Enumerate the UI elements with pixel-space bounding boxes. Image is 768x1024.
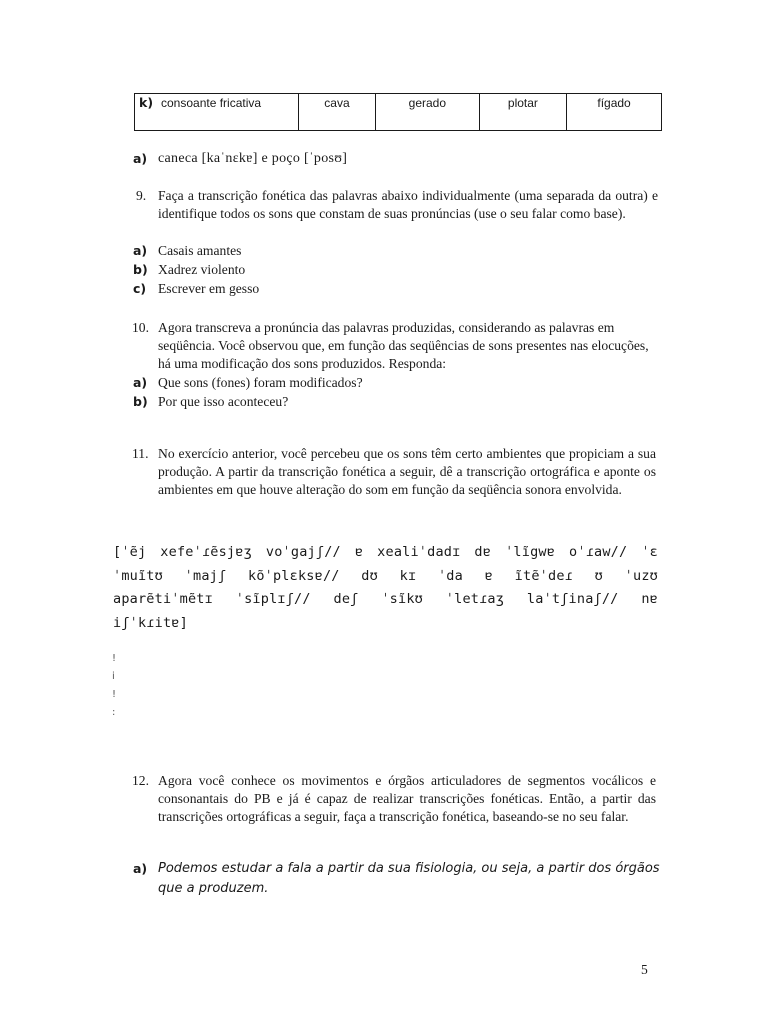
- item-label: a): [133, 151, 148, 166]
- table-cell: plotar: [479, 94, 566, 131]
- item-label: b): [133, 394, 148, 409]
- question-10-items: [133, 374, 533, 412]
- ipa-line: iʃˈkɾitɐ]: [113, 614, 188, 631]
- margin-mark: !: [112, 653, 117, 664]
- list-item: [133, 393, 533, 412]
- item-text: Casais amantes: [158, 243, 242, 258]
- item-text: Escrever em gesso: [158, 281, 260, 296]
- list-item: [133, 374, 533, 393]
- consonant-table: [134, 93, 662, 131]
- margin-marks: [112, 650, 120, 722]
- question-text: Agora você conhece os movimentos e órgãos articuladores de segmentos vocálicos e consonantais do PB e já é capaz de realizar transcrições fonéticas. Então, a partir das transcrições ortográficas a seguir, faça a transcrição fonética, baseando-se no seu falar.: [158, 773, 656, 824]
- list-item: [133, 280, 533, 299]
- item-label: c): [133, 281, 147, 296]
- table-row: [135, 94, 662, 131]
- item-label: a): [133, 375, 148, 390]
- page-number: 5: [641, 962, 648, 977]
- margin-mark: :: [112, 707, 116, 718]
- item-text: Que sons (fones) foram modificados?: [158, 375, 363, 390]
- item-label: b): [133, 262, 148, 277]
- question-11: [132, 445, 656, 499]
- ipa-line: aparẽtiˈmẽtɪ ˈsĩplɪʃ// deʃ ˈsĩkʊ ˈletɾaʒ laˈtʃinaʃ// nɐ: [113, 591, 658, 607]
- row-header-cell: [135, 94, 299, 131]
- question-9-items: [133, 242, 533, 299]
- item-text: Por que isso aconteceu?: [158, 394, 289, 409]
- question-number: 11.: [132, 446, 149, 461]
- item-label: a): [133, 243, 148, 258]
- question-12: [132, 772, 656, 826]
- list-item: [133, 859, 663, 899]
- question-12-items: [133, 859, 663, 899]
- item-text: Podemos estudar a fala a partir da sua fisiologia, ou seja, a partir dos órgãos que a produzem.: [158, 861, 660, 896]
- ipa-line: ˈmuĩtʊ ˈmajʃ kõˈplɛksɐ// dʊ kɪ ˈda ɐ ĩtẽˈdeɾ ʊ ˈuzʊ: [113, 567, 658, 584]
- question-text: Agora transcreva a pronúncia das palavras produzidas, considerando as palavras em seqüência. Você observou que, em função das seqüências de sons presentes nas elocuções, há uma modificação dos sons produzidos. Responda:: [158, 320, 649, 371]
- item-text: caneca [kaˈnɛkɐ] e poço [ˈposʊ]: [158, 151, 348, 166]
- question-text: No exercício anterior, você percebeu que os sons têm certo ambientes que propiciam a sua produção. A partir da transcrição fonética a seguir, dê a transcrição ortográfica e aponte os ambientes em que houve alteração do som em função da seqüência sonora envolvida.: [158, 446, 656, 497]
- table-cell: fígado: [567, 94, 662, 131]
- row-description: consoante fricativa: [161, 96, 262, 110]
- item-text: Xadrez violento: [158, 262, 246, 277]
- ipa-transcription: [113, 541, 658, 635]
- table-cell: gerado: [375, 94, 479, 131]
- question-number: 10.: [132, 320, 149, 335]
- table-cell: cava: [299, 94, 376, 131]
- question-text: Faça a transcrição fonética das palavras abaixo individualmente (uma separada da outra) e identifique todos os sons que constam de suas pronúncias (use o seu falar como base).: [158, 188, 658, 221]
- list-item: [133, 261, 533, 280]
- question-number: 9.: [136, 188, 147, 203]
- question-9: [132, 187, 658, 223]
- margin-mark: !: [112, 689, 117, 700]
- item-label: a): [133, 861, 148, 876]
- margin-mark: i: [112, 671, 115, 682]
- ipa-line: [ˈẽj xefeˈɾẽsjɐʒ voˈgajʃ// ɐ xealiˈdadɪ dɐ ˈlĩgwɐ oˈɾaw// ˈɛ: [113, 544, 658, 560]
- question-10: [132, 319, 652, 373]
- question-number: 12.: [132, 773, 149, 788]
- list-item: [133, 242, 533, 261]
- row-label: k): [139, 95, 154, 110]
